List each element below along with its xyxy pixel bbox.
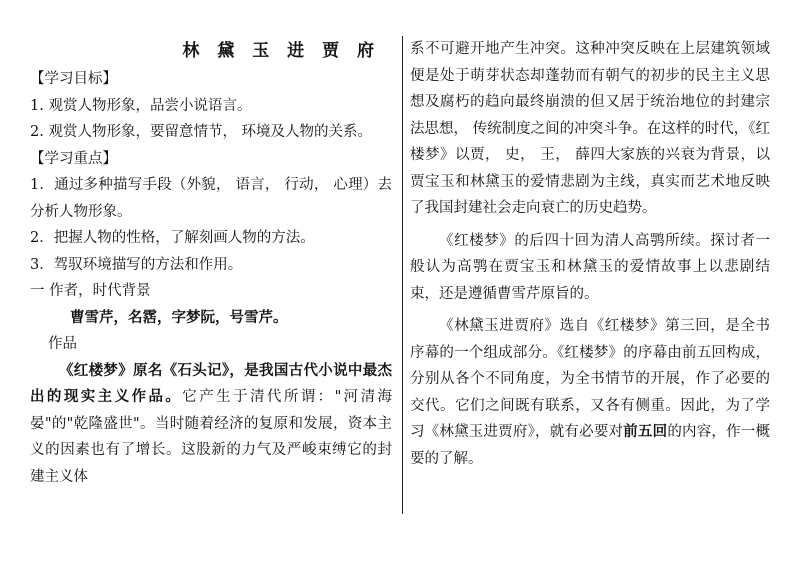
chapter-text-start: 《林黛玉进贾府》选自《红楼梦》第三回，是全书序幕的一个组成部分。《红楼梦》的序幕由前五回构成，分别从各个不同角度，为全书情节的开展，作了必要的交代。它们之间既有联系，又各有侧重。因此，为了学习《林黛玉进贾府》，就有必要对 (410, 318, 770, 440)
right-column (410, 36, 770, 472)
works-body-text: 它产生于清代所谓："河清海晏"的"乾隆盛世"。当时随着经济的复原和发展，资本主义的因素也有了增长。这股新的力气及严峻束缚它的封建主义体 (30, 389, 393, 485)
author-line: 曹雪芹，名霑，字梦阮，号雪芹。 (70, 308, 288, 326)
chapter-text-bold: 前五回 (623, 423, 668, 440)
goal-item-2: 2. 观赏人物形象，要留意情节， 环境及人物的关系。 (30, 124, 373, 140)
focus-item-1: 1．通过多种描写手段（外貌， 语言， 行动， 心理）去分析人物形象。 (30, 177, 392, 220)
works-label: 作品 (48, 336, 77, 352)
chapter-text-end: 的内容，作一概要的了解。 (410, 424, 770, 467)
page-title: 林 黛 玉 进 贾 府 (182, 41, 380, 61)
background-paragraph: 系不可避开地产生冲突。这种冲突反映在上层建筑领域便是处于萌芽状态却蓬勃而有朝气的初步的民主主义思想及腐朽的趋向最终崩溃的但又居于统治地位的封建宗法思想， 传统制度之间的冲突斗争。在这样的时代，《红楼梦》以贾， 史， 王， 薛四大家族的兴衰为背景，以贾宝玉和林黛玉的爱情悲剧为主线，真实而艺术地反映了我国封建社会走向衰亡的历史趋势。 (410, 41, 770, 216)
focus-item-3: 3．驾驭环境描写的方法和作用。 (30, 256, 243, 273)
left-column (30, 36, 392, 490)
focus-item-2: 2．把握人物的性格，了解刻画人物的方法。 (30, 230, 315, 246)
goal-item-1: 1. 观赏人物形象，品尝小说语言。 (30, 97, 252, 114)
column-divider (402, 36, 403, 514)
sequel-paragraph: 《红楼梦》的后四十回为清人高鹗所续。探讨者一般认为高鹗在贾宝玉和林黛玉的爱情故事上以悲剧结束，还是遵循曹雪芹原旨的。 (410, 232, 770, 302)
works-bold-text: 《红楼梦》原名《石头记》，是我国古代小说中最杰出的现实主义作品。 (30, 361, 392, 405)
chapter-paragraph (410, 313, 770, 472)
focus-heading: 【学习重点】 (30, 150, 117, 167)
works-paragraph (30, 358, 392, 491)
goals-heading: 【学习目标】 (30, 71, 117, 87)
section-heading-author: 一 作者，时代背景 (30, 283, 151, 299)
